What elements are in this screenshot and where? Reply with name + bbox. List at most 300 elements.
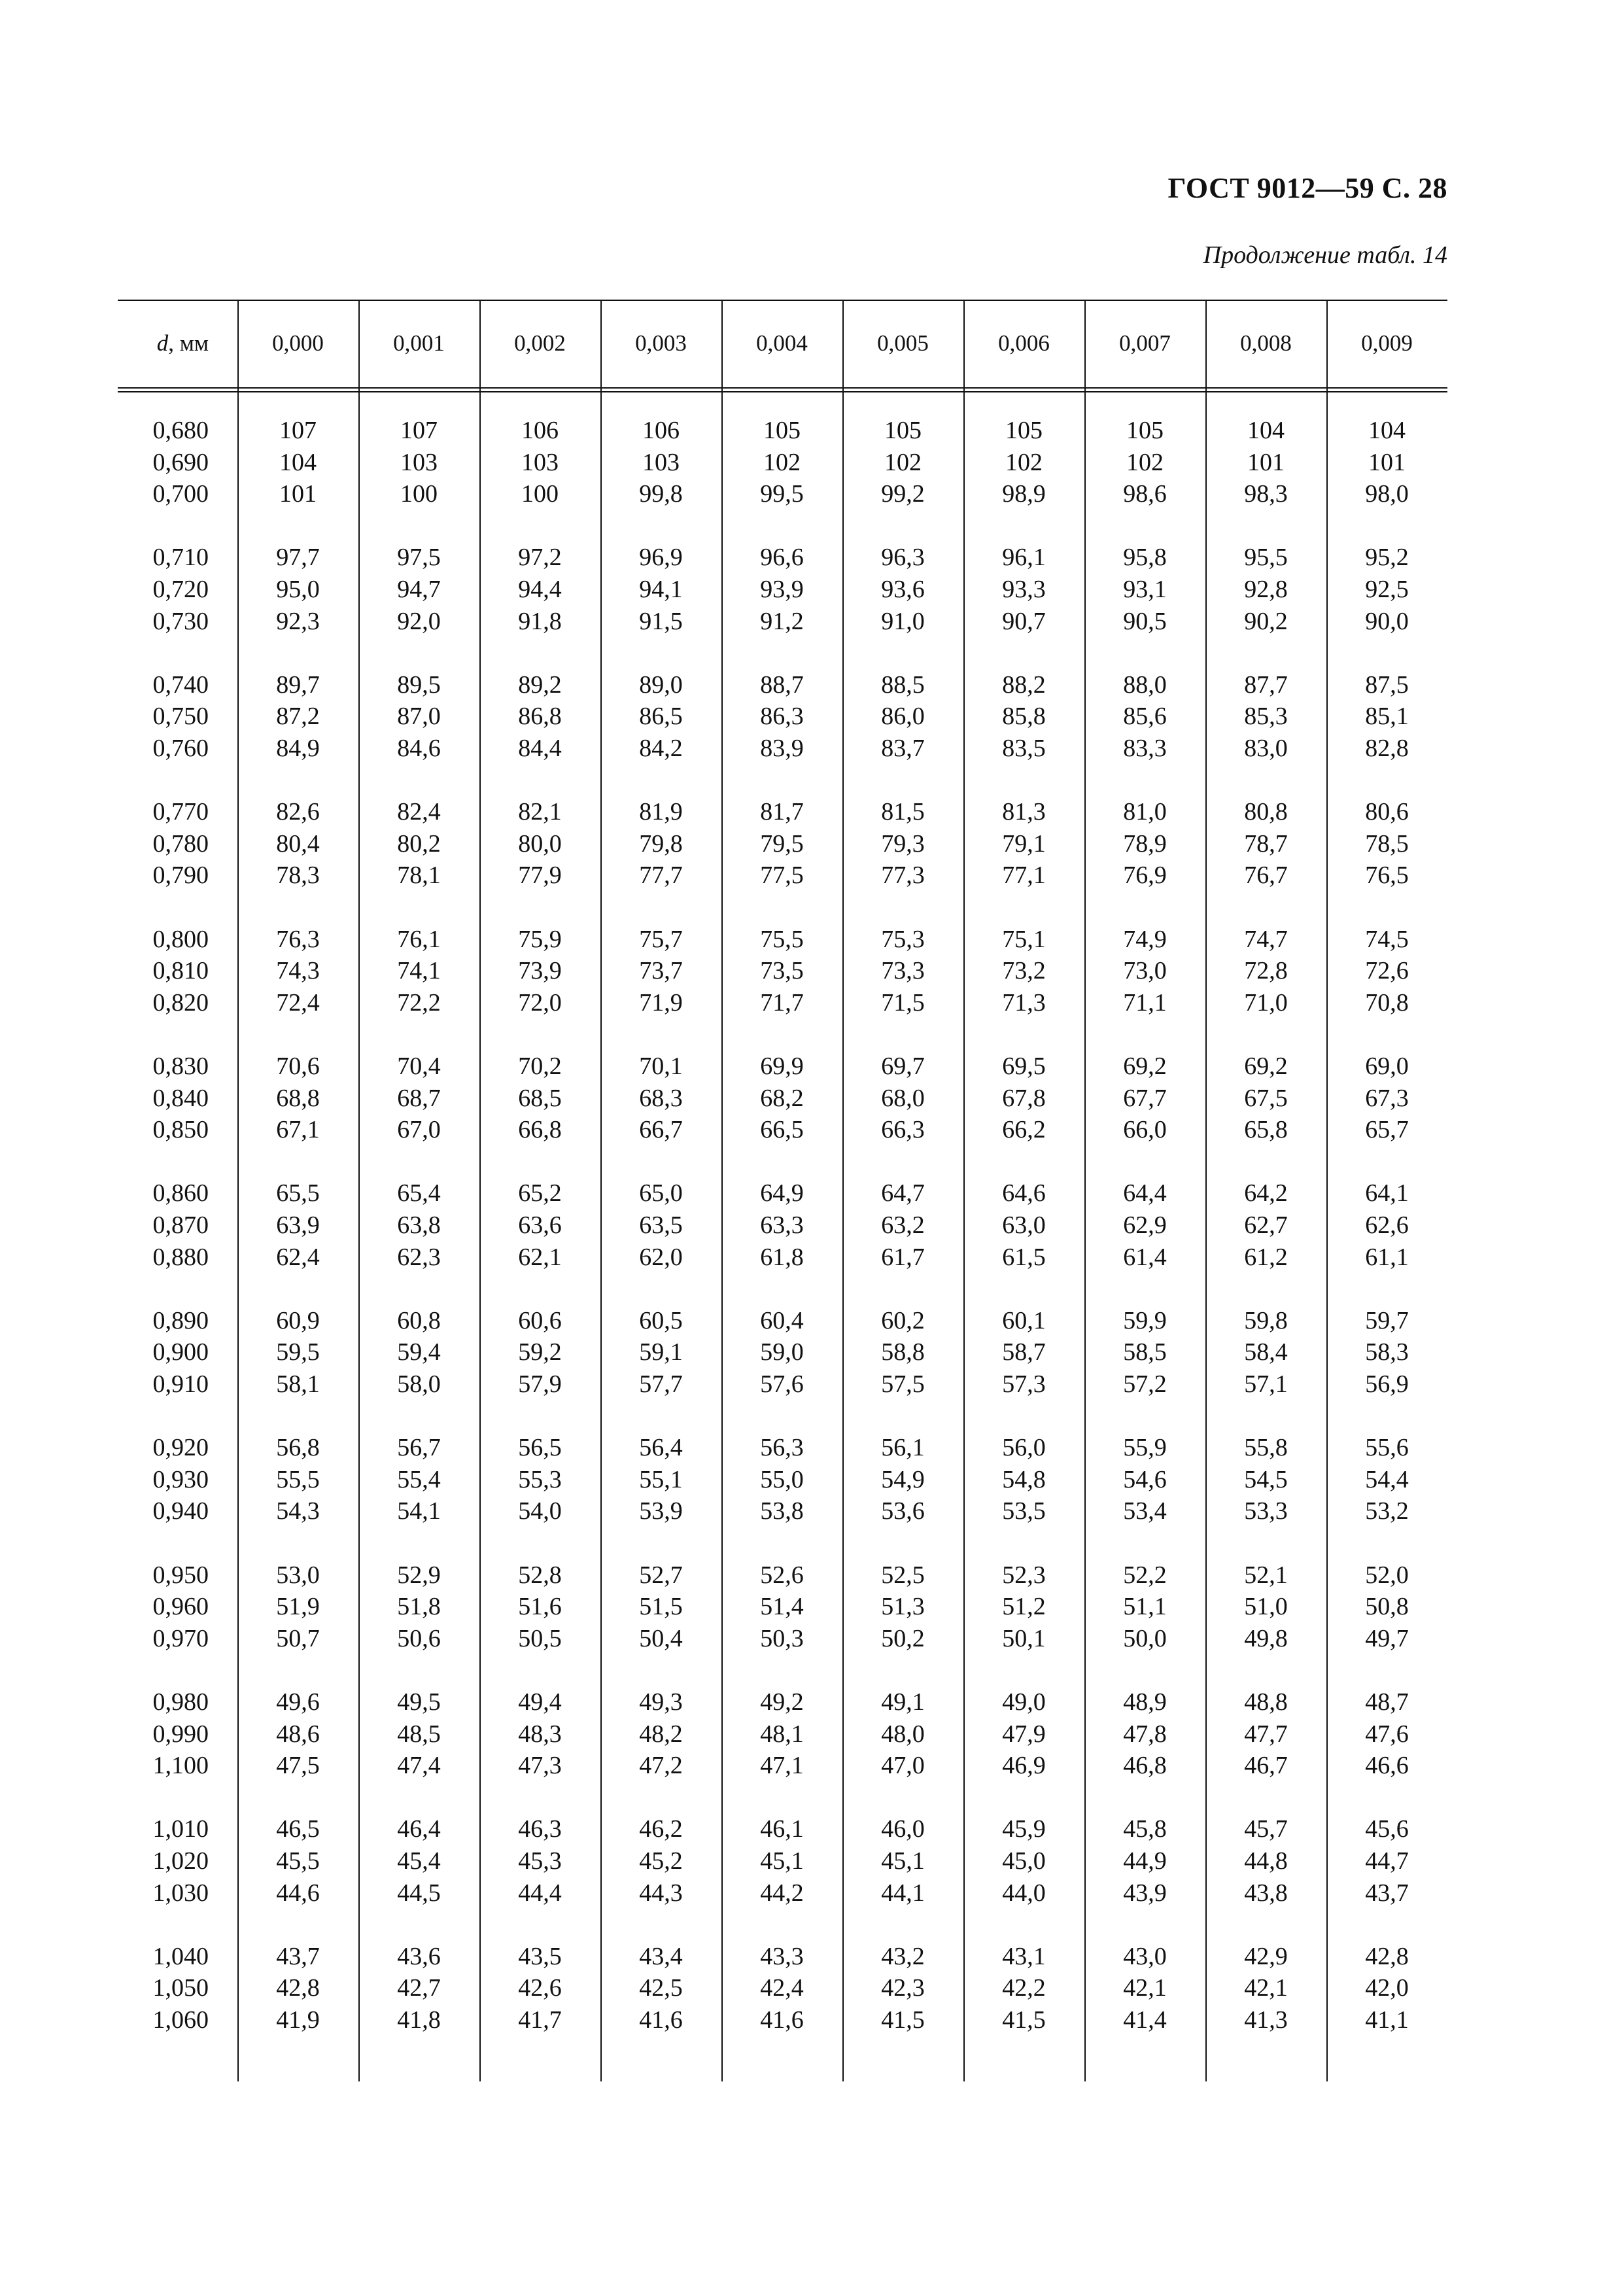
table-cell: 90,7 <box>1002 608 1046 635</box>
table-cell: 101 <box>279 480 317 508</box>
table-cell: 72,4 <box>276 989 320 1017</box>
row-diameter: 0,820 <box>152 989 209 1017</box>
table-cell: 78,9 <box>1123 830 1167 858</box>
table-cell: 62,3 <box>397 1244 441 1271</box>
table-cell: 81,5 <box>881 798 925 826</box>
table-cell: 72,0 <box>518 989 562 1017</box>
table-cell: 69,0 <box>1365 1052 1409 1080</box>
table-cell: 77,5 <box>760 861 804 889</box>
table-cell: 104 <box>1368 417 1406 444</box>
table-cell: 63,9 <box>276 1211 320 1239</box>
row-diameter: 0,890 <box>152 1307 209 1334</box>
table-cell: 53,0 <box>276 1561 320 1589</box>
table-cell: 87,5 <box>1365 671 1409 699</box>
row-diameter: 0,810 <box>152 957 209 984</box>
table-cell: 43,2 <box>881 1943 925 1970</box>
header-rule-double <box>118 391 1447 392</box>
table-cell: 63,6 <box>518 1211 562 1239</box>
table-cell: 64,6 <box>1002 1179 1046 1207</box>
table-cell: 51,6 <box>518 1593 562 1620</box>
table-cell: 48,5 <box>397 1720 441 1748</box>
table-cell: 63,2 <box>881 1211 925 1239</box>
table-cell: 59,0 <box>760 1338 804 1366</box>
table-cell: 42,9 <box>1244 1943 1288 1970</box>
table-cell: 52,0 <box>1365 1561 1409 1589</box>
table-cell: 91,0 <box>881 608 925 635</box>
table-cell: 62,6 <box>1365 1211 1409 1239</box>
table-cell: 65,2 <box>518 1179 562 1207</box>
table-cell: 49,2 <box>760 1688 804 1716</box>
table-cell: 70,6 <box>276 1052 320 1080</box>
table-cell: 82,1 <box>518 798 562 826</box>
table-cell: 57,6 <box>760 1370 804 1398</box>
table-cell: 41,7 <box>518 2006 562 2034</box>
table-cell: 63,8 <box>397 1211 441 1239</box>
row-diameter: 0,760 <box>152 735 209 762</box>
table-cell: 86,0 <box>881 703 925 730</box>
table-cell: 55,4 <box>397 1466 441 1493</box>
table-cell: 93,6 <box>881 576 925 603</box>
table-cell: 69,7 <box>881 1052 925 1080</box>
table-cell: 55,8 <box>1244 1434 1288 1461</box>
table-cell: 45,8 <box>1123 1815 1167 1843</box>
table-cell: 73,9 <box>518 957 562 984</box>
table-cell: 48,1 <box>760 1720 804 1748</box>
table-cell: 68,5 <box>518 1085 562 1112</box>
table-cell: 69,2 <box>1123 1052 1167 1080</box>
table-cell: 59,1 <box>639 1338 683 1366</box>
table-cell: 97,5 <box>397 544 441 571</box>
table-cell: 101 <box>1247 449 1285 476</box>
table-cell: 53,2 <box>1365 1497 1409 1525</box>
table-cell: 55,9 <box>1123 1434 1167 1461</box>
table-cell: 86,3 <box>760 703 804 730</box>
table-cell: 70,8 <box>1365 989 1409 1017</box>
table-cell: 50,1 <box>1002 1625 1046 1652</box>
table-cell: 75,3 <box>881 926 925 953</box>
table-cell: 65,8 <box>1244 1116 1288 1143</box>
table-cell: 102 <box>763 449 801 476</box>
table-cell: 47,8 <box>1123 1720 1167 1748</box>
row-diameter: 0,970 <box>152 1625 209 1652</box>
table-cell: 83,9 <box>760 735 804 762</box>
table-cell: 61,8 <box>760 1244 804 1271</box>
table-cell: 80,0 <box>518 830 562 858</box>
table-cell: 45,7 <box>1244 1815 1288 1843</box>
table-cell: 42,1 <box>1244 1974 1288 2002</box>
table-cell: 97,2 <box>518 544 562 571</box>
table-cell: 52,6 <box>760 1561 804 1589</box>
table-cell: 42,3 <box>881 1974 925 2002</box>
row-diameter: 0,990 <box>152 1720 209 1748</box>
row-diameter: 1,060 <box>152 2006 209 2034</box>
table-cell: 55,6 <box>1365 1434 1409 1461</box>
table-cell: 57,2 <box>1123 1370 1167 1398</box>
table-cell: 53,8 <box>760 1497 804 1525</box>
row-diameter: 0,940 <box>152 1497 209 1525</box>
table-cell: 61,1 <box>1365 1244 1409 1271</box>
table-cell: 89,0 <box>639 671 683 699</box>
table-cell: 48,6 <box>276 1720 320 1748</box>
table-cell: 67,5 <box>1244 1085 1288 1112</box>
table-cell: 60,9 <box>276 1307 320 1334</box>
table-cell: 46,3 <box>518 1815 562 1843</box>
table-cell: 67,0 <box>397 1116 441 1143</box>
table-cell: 71,1 <box>1123 989 1167 1017</box>
table-cell: 41,1 <box>1365 2006 1409 2034</box>
row-diameter: 0,850 <box>152 1116 209 1143</box>
table-cell: 47,1 <box>760 1752 804 1779</box>
table-cell: 99,8 <box>639 480 683 508</box>
page-header: ГОСТ 9012—59 С. 28 <box>1167 172 1447 204</box>
table-cell: 58,1 <box>276 1370 320 1398</box>
table-cell: 74,3 <box>276 957 320 984</box>
row-diameter: 0,880 <box>152 1244 209 1271</box>
table-cell: 51,5 <box>639 1593 683 1620</box>
table-cell: 56,9 <box>1365 1370 1409 1398</box>
table-cell: 49,7 <box>1365 1625 1409 1652</box>
table-cell: 70,2 <box>518 1052 562 1080</box>
table-cell: 92,5 <box>1365 576 1409 603</box>
table-cell: 54,9 <box>881 1466 925 1493</box>
table-cell: 63,3 <box>760 1211 804 1239</box>
table-cell: 77,9 <box>518 861 562 889</box>
row-diameter: 0,860 <box>152 1179 209 1207</box>
table-cell: 102 <box>1005 449 1043 476</box>
table-cell: 54,3 <box>276 1497 320 1525</box>
table-cell: 100 <box>400 480 438 508</box>
table-cell: 98,9 <box>1002 480 1046 508</box>
table-cell: 44,2 <box>760 1879 804 1907</box>
table-cell: 85,1 <box>1365 703 1409 730</box>
row-diameter: 1,050 <box>152 1974 209 2002</box>
column-header: 0,009 <box>1361 330 1413 356</box>
table-cell: 78,5 <box>1365 830 1409 858</box>
table-cell: 84,6 <box>397 735 441 762</box>
table-cell: 52,7 <box>639 1561 683 1589</box>
table-cell: 42,5 <box>639 1974 683 2002</box>
table-cell: 95,0 <box>276 576 320 603</box>
table-cell: 49,6 <box>276 1688 320 1716</box>
table-cell: 81,0 <box>1123 798 1167 826</box>
table-cell: 68,0 <box>881 1085 925 1112</box>
row-diameter: 0,740 <box>152 671 209 699</box>
table-cell: 47,3 <box>518 1752 562 1779</box>
table-cell: 77,1 <box>1002 861 1046 889</box>
table-cell: 101 <box>1368 449 1406 476</box>
table-cell: 42,4 <box>760 1974 804 2002</box>
row-diameter: 0,710 <box>152 544 209 571</box>
table-cell: 77,3 <box>881 861 925 889</box>
table-cell: 52,8 <box>518 1561 562 1589</box>
table-cell: 56,0 <box>1002 1434 1046 1461</box>
table-cell: 75,1 <box>1002 926 1046 953</box>
table-cell: 73,0 <box>1123 957 1167 984</box>
table-cell: 56,5 <box>518 1434 562 1461</box>
table-cell: 88,2 <box>1002 671 1046 699</box>
row-diameter: 0,770 <box>152 798 209 826</box>
table-cell: 80,6 <box>1365 798 1409 826</box>
table-cell: 56,8 <box>276 1434 320 1461</box>
row-diameter: 0,980 <box>152 1688 209 1716</box>
table-cell: 67,1 <box>276 1116 320 1143</box>
table-cell: 45,1 <box>760 1847 804 1875</box>
table-cell: 46,9 <box>1002 1752 1046 1779</box>
table-cell: 53,4 <box>1123 1497 1167 1525</box>
table-cell: 41,6 <box>639 2006 683 2034</box>
table-cell: 59,7 <box>1365 1307 1409 1334</box>
table-cell: 78,7 <box>1244 830 1288 858</box>
table-cell: 53,3 <box>1244 1497 1288 1525</box>
table-cell: 47,9 <box>1002 1720 1046 1748</box>
row-diameter: 0,720 <box>152 576 209 603</box>
table-cell: 56,1 <box>881 1434 925 1461</box>
table-cell: 46,7 <box>1244 1752 1288 1779</box>
table-cell: 52,1 <box>1244 1561 1288 1589</box>
table-cell: 60,2 <box>881 1307 925 1334</box>
row-diameter: 0,800 <box>152 926 209 953</box>
row-diameter: 0,960 <box>152 1593 209 1620</box>
table-cell: 74,7 <box>1244 926 1288 953</box>
column-header: 0,007 <box>1119 330 1171 356</box>
table-cell: 93,3 <box>1002 576 1046 603</box>
table-cell: 59,2 <box>518 1338 562 1366</box>
table-cell: 49,4 <box>518 1688 562 1716</box>
table-cell: 60,8 <box>397 1307 441 1334</box>
column-header: 0,000 <box>272 330 324 356</box>
table-cell: 51,0 <box>1244 1593 1288 1620</box>
table-cell: 43,7 <box>1365 1879 1409 1907</box>
row-diameter: 0,790 <box>152 861 209 889</box>
table-cell: 68,2 <box>760 1085 804 1112</box>
table-cell: 104 <box>279 449 317 476</box>
table-cell: 53,5 <box>1002 1497 1046 1525</box>
table-cell: 103 <box>521 449 559 476</box>
table-cell: 49,3 <box>639 1688 683 1716</box>
table-cell: 53,6 <box>881 1497 925 1525</box>
table-cell: 71,7 <box>760 989 804 1017</box>
column-header: 0,005 <box>877 330 929 356</box>
table-cell: 102 <box>1126 449 1164 476</box>
table-cell: 59,4 <box>397 1338 441 1366</box>
table-cell: 60,1 <box>1002 1307 1046 1334</box>
table-cell: 44,7 <box>1365 1847 1409 1875</box>
table-cell: 64,1 <box>1365 1179 1409 1207</box>
table-cell: 45,4 <box>397 1847 441 1875</box>
table-cell: 81,9 <box>639 798 683 826</box>
table-cell: 44,9 <box>1123 1847 1167 1875</box>
table-cell: 51,9 <box>276 1593 320 1620</box>
table-cell: 41,8 <box>397 2006 441 2034</box>
table-cell: 91,5 <box>639 608 683 635</box>
table-cell: 103 <box>642 449 680 476</box>
table-cell: 94,1 <box>639 576 683 603</box>
table-cell: 88,5 <box>881 671 925 699</box>
table-cell: 64,2 <box>1244 1179 1288 1207</box>
table-cell: 96,3 <box>881 544 925 571</box>
table-cell: 73,2 <box>1002 957 1046 984</box>
table-cell: 83,0 <box>1244 735 1288 762</box>
table-cell: 76,3 <box>276 926 320 953</box>
table-cell: 55,0 <box>760 1466 804 1493</box>
table-cell: 44,4 <box>518 1879 562 1907</box>
table-cell: 59,8 <box>1244 1307 1288 1334</box>
table-cell: 66,8 <box>518 1116 562 1143</box>
table-cell: 85,3 <box>1244 703 1288 730</box>
table-cell: 106 <box>521 417 559 444</box>
table-cell: 49,1 <box>881 1688 925 1716</box>
table-cell: 45,1 <box>881 1847 925 1875</box>
table-cell: 51,2 <box>1002 1593 1046 1620</box>
header-rule <box>118 387 1447 389</box>
table-cell: 41,5 <box>881 2006 925 2034</box>
table-cell: 71,5 <box>881 989 925 1017</box>
table-cell: 58,7 <box>1002 1338 1046 1366</box>
table-cell: 96,6 <box>760 544 804 571</box>
table-cell: 59,9 <box>1123 1307 1167 1334</box>
column-header-d <box>118 300 237 387</box>
row-diameter: 0,680 <box>152 417 209 444</box>
table-cell: 75,7 <box>639 926 683 953</box>
table-cell: 57,7 <box>639 1370 683 1398</box>
table-cell: 71,0 <box>1244 989 1288 1017</box>
row-diameter: 0,730 <box>152 608 209 635</box>
table-cell: 69,5 <box>1002 1052 1046 1080</box>
table-cell: 87,0 <box>397 703 441 730</box>
table-cell: 93,9 <box>760 576 804 603</box>
table-cell: 54,5 <box>1244 1466 1288 1493</box>
table-cell: 51,1 <box>1123 1593 1167 1620</box>
table-cell: 45,3 <box>518 1847 562 1875</box>
table-cell: 44,8 <box>1244 1847 1288 1875</box>
row-diameter: 1,030 <box>152 1879 209 1907</box>
table-cell: 64,7 <box>881 1179 925 1207</box>
table-cell: 99,2 <box>881 480 925 508</box>
table-cell: 46,6 <box>1365 1752 1409 1779</box>
table-cell: 91,8 <box>518 608 562 635</box>
table-cell: 96,9 <box>639 544 683 571</box>
table-cell: 50,4 <box>639 1625 683 1652</box>
table-cell: 61,5 <box>1002 1244 1046 1271</box>
table-cell: 98,3 <box>1244 480 1288 508</box>
table-cell: 68,7 <box>397 1085 441 1112</box>
table-cell: 55,3 <box>518 1466 562 1493</box>
table-cell: 89,5 <box>397 671 441 699</box>
table-cell: 66,2 <box>1002 1116 1046 1143</box>
table-cell: 95,5 <box>1244 544 1288 571</box>
table-cell: 67,8 <box>1002 1085 1046 1112</box>
table-cell: 105 <box>884 417 922 444</box>
table-cell: 62,7 <box>1244 1211 1288 1239</box>
table-cell: 58,4 <box>1244 1338 1288 1366</box>
table-cell: 50,3 <box>760 1625 804 1652</box>
table-cell: 72,6 <box>1365 957 1409 984</box>
table-cell: 95,8 <box>1123 544 1167 571</box>
row-diameter: 0,840 <box>152 1085 209 1112</box>
table-cell: 55,1 <box>639 1466 683 1493</box>
table-cell: 48,0 <box>881 1720 925 1748</box>
table-cell: 107 <box>400 417 438 444</box>
table-cell: 56,4 <box>639 1434 683 1461</box>
table-cell: 79,1 <box>1002 830 1046 858</box>
table-cell: 98,6 <box>1123 480 1167 508</box>
row-diameter: 1,020 <box>152 1847 209 1875</box>
table-cell: 44,3 <box>639 1879 683 1907</box>
table-cell: 84,4 <box>518 735 562 762</box>
table-cell: 94,4 <box>518 576 562 603</box>
table-cell: 43,1 <box>1002 1943 1046 1970</box>
table-cell: 102 <box>884 449 922 476</box>
table-cell: 69,9 <box>760 1052 804 1080</box>
table-cell: 54,4 <box>1365 1466 1409 1493</box>
table-cell: 87,7 <box>1244 671 1288 699</box>
table-cell: 72,8 <box>1244 957 1288 984</box>
table-cell: 79,3 <box>881 830 925 858</box>
table-cell: 86,5 <box>639 703 683 730</box>
table-cell: 66,3 <box>881 1116 925 1143</box>
row-diameter: 0,950 <box>152 1561 209 1589</box>
table-cell: 89,2 <box>518 671 562 699</box>
table-cell: 54,1 <box>397 1497 441 1525</box>
table-cell: 47,2 <box>639 1752 683 1779</box>
row-diameter: 0,920 <box>152 1434 209 1461</box>
table-cell: 41,9 <box>276 2006 320 2034</box>
table-cell: 65,0 <box>639 1179 683 1207</box>
table-cell: 48,9 <box>1123 1688 1167 1716</box>
table-cell: 79,5 <box>760 830 804 858</box>
table-cell: 66,0 <box>1123 1116 1167 1143</box>
table-cell: 82,6 <box>276 798 320 826</box>
table-cell: 47,6 <box>1365 1720 1409 1748</box>
table-cell: 60,6 <box>518 1307 562 1334</box>
table-cell: 70,1 <box>639 1052 683 1080</box>
table-cell: 83,3 <box>1123 735 1167 762</box>
column-header: 0,002 <box>514 330 566 356</box>
table-cell: 59,5 <box>276 1338 320 1366</box>
data-table <box>118 300 1447 2081</box>
row-diameter: 0,930 <box>152 1466 209 1493</box>
table-cell: 97,7 <box>276 544 320 571</box>
row-diameter: 0,700 <box>152 480 209 508</box>
column-header: 0,003 <box>635 330 687 356</box>
table-cell: 43,4 <box>639 1943 683 1970</box>
table-cell: 58,5 <box>1123 1338 1167 1366</box>
table-cell: 45,5 <box>276 1847 320 1875</box>
table-cell: 88,7 <box>760 671 804 699</box>
table-cell: 54,8 <box>1002 1466 1046 1493</box>
table-cell: 48,3 <box>518 1720 562 1748</box>
table-cell: 68,3 <box>639 1085 683 1112</box>
table-cell: 58,3 <box>1365 1338 1409 1366</box>
table-cell: 41,3 <box>1244 2006 1288 2034</box>
table-cell: 51,4 <box>760 1593 804 1620</box>
table-cell: 104 <box>1247 417 1285 444</box>
table-cell: 56,3 <box>760 1434 804 1461</box>
table-cell: 90,0 <box>1365 608 1409 635</box>
table-cell: 57,3 <box>1002 1370 1046 1398</box>
table-cell: 105 <box>1126 417 1164 444</box>
table-cell: 44,5 <box>397 1879 441 1907</box>
table-cell: 85,6 <box>1123 703 1167 730</box>
table-cell: 45,9 <box>1002 1815 1046 1843</box>
table-cell: 78,3 <box>276 861 320 889</box>
row-diameter: 1,040 <box>152 1943 209 1970</box>
table-cell: 62,9 <box>1123 1211 1167 1239</box>
table-cell: 73,3 <box>881 957 925 984</box>
table-cell: 67,7 <box>1123 1085 1167 1112</box>
table-cell: 42,2 <box>1002 1974 1046 2002</box>
table-cell: 43,8 <box>1244 1879 1288 1907</box>
